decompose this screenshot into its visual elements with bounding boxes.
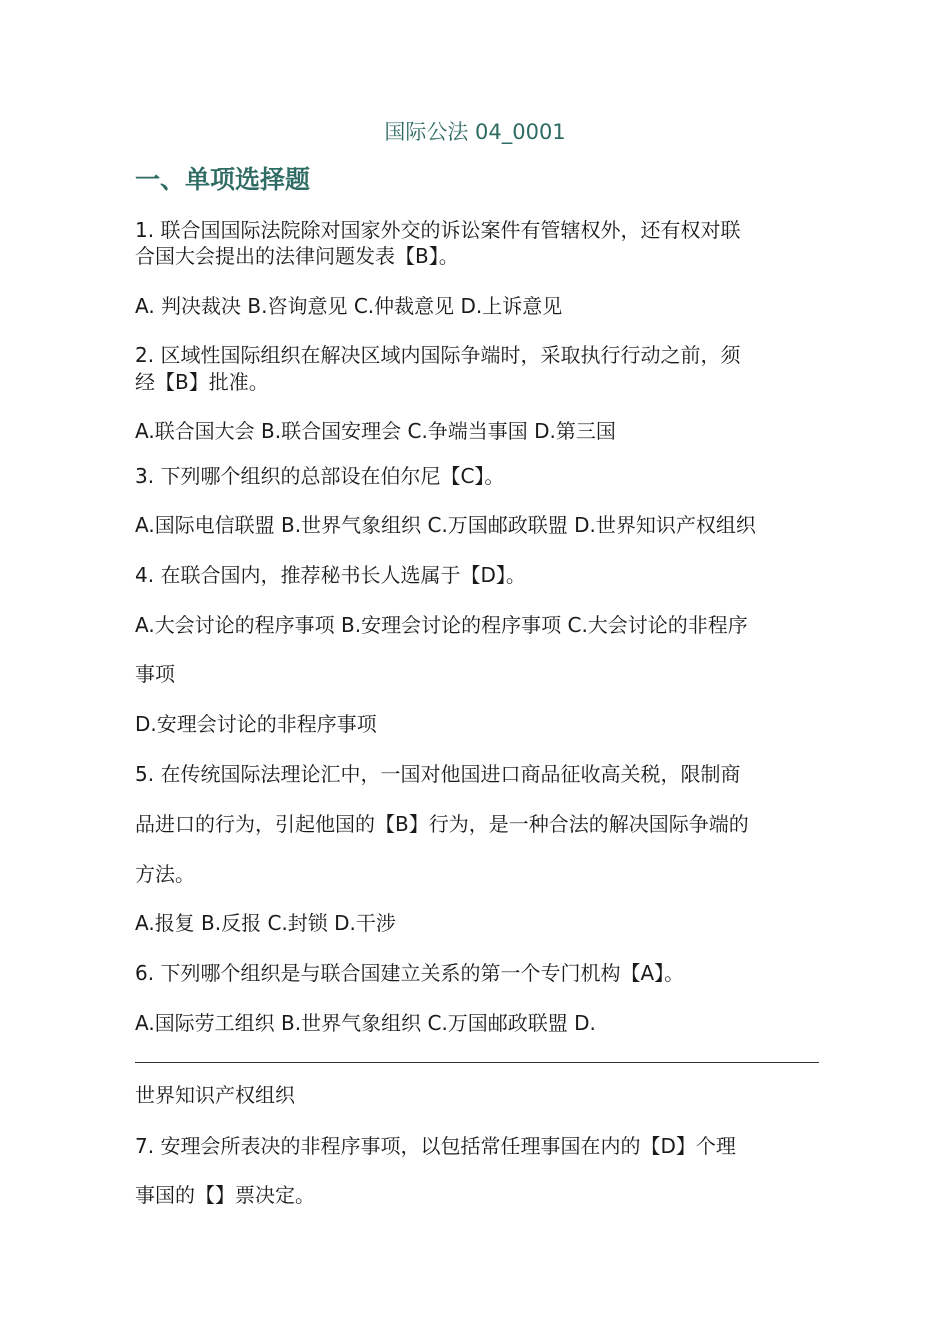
q3-line-1: 3. 下列哪个组织的总部设在伯尔尼【C】。 bbox=[135, 464, 505, 488]
q4-options-3: D.安理会讨论的非程序事项 bbox=[135, 712, 377, 736]
section-heading: 一、单项选择题 bbox=[135, 165, 311, 194]
q2-options: A.联合国大会 B.联合国安理会 C.争端当事国 D.第三国 bbox=[135, 419, 616, 443]
q4-options-1: A.大会讨论的程序事项 B.安理会讨论的程序事项 C.大会讨论的非程序 bbox=[135, 613, 748, 637]
q1-line-2: 合国大会提出的法律问题发表【B】。 bbox=[135, 244, 459, 268]
q1-line-1: 1. 联合国国际法院除对国家外交的诉讼案件有管辖权外，还有权对联 bbox=[135, 218, 741, 242]
page-divider bbox=[135, 1062, 819, 1063]
q4-options-2: 事项 bbox=[135, 662, 175, 686]
q6-options-2: 世界知识产权组织 bbox=[135, 1083, 295, 1107]
q5-line-2: 品进口的行为，引起他国的【B】行为，是一种合法的解决国际争端的 bbox=[135, 812, 749, 836]
q6-options-1: A.国际劳工组织 B.世界气象组织 C.万国邮政联盟 D. bbox=[135, 1011, 596, 1035]
q1-options: A. 判决裁决 B.咨询意见 C.仲裁意见 D.上诉意见 bbox=[135, 294, 563, 318]
q6-line-1: 6. 下列哪个组织是与联合国建立关系的第一个专门机构【A】。 bbox=[135, 961, 685, 985]
q3-options: A.国际电信联盟 B.世界气象组织 C.万国邮政联盟 D.世界知识产权组织 bbox=[135, 513, 756, 537]
q7-line-2: 事国的【】票决定。 bbox=[135, 1183, 315, 1207]
q2-line-2: 经【B】批准。 bbox=[135, 370, 269, 394]
q4-line-1: 4. 在联合国内，推荐秘书长人选属于【D】。 bbox=[135, 563, 526, 587]
q7-line-1: 7. 安理会所表决的非程序事项，以包括常任理事国在内的【D】个理 bbox=[135, 1134, 736, 1158]
q5-line-3: 方法。 bbox=[135, 862, 195, 886]
q5-line-1: 5. 在传统国际法理论汇中，一国对他国进口商品征收高关税，限制商 bbox=[135, 762, 741, 786]
q5-options: A.报复 B.反报 C.封锁 D.干涉 bbox=[135, 911, 396, 935]
document-title: 国际公法 04_0001 bbox=[384, 120, 566, 144]
q2-line-1: 2. 区域性国际组织在解决区域内国际争端时，采取执行行动之前，须 bbox=[135, 343, 741, 367]
